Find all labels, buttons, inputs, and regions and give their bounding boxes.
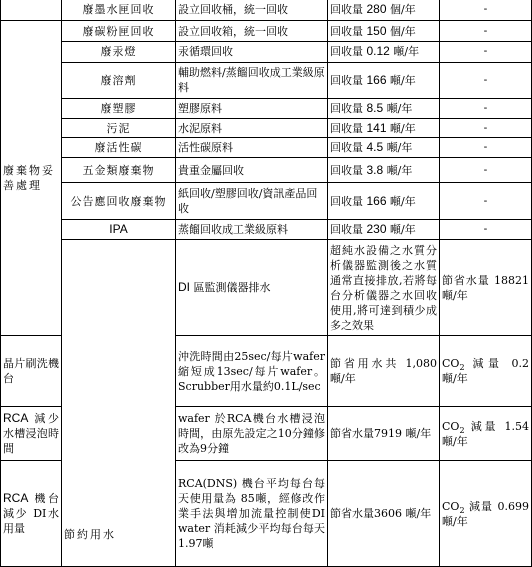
benefit-cell: - [440, 62, 532, 99]
item-cell: 廢溶劑 [62, 62, 176, 99]
item-cell [176, 240, 328, 336]
amount-number: 166 [366, 193, 387, 208]
table-row [1, 99, 532, 119]
co2-symbol: CO [442, 357, 460, 371]
co2-subscript: 2 [459, 425, 465, 435]
item-cell: 五金類廢棄物 [62, 158, 176, 183]
table-row [1, 20, 532, 41]
co2-subscript: 2 [459, 363, 465, 373]
benefit-cell: - [440, 0, 532, 20]
category-water: 節約用水 [62, 240, 176, 567]
amount-cell: 節省水量3606 噸/年 [328, 461, 440, 567]
amount-prefix: 回收量 [330, 24, 363, 38]
item-cell: 廢碳粉匣回收 [62, 20, 176, 41]
benefit-cell: - [440, 119, 532, 137]
method-cell: 設立回收箱，統一回收 [176, 20, 328, 41]
method-cell: 超純水設備之水質分析儀器監測後之水質通常直接排放,若將每台分析儀器之水回收使用,將可達到積少成多之效果 [328, 240, 440, 336]
benefit-cell: - [440, 137, 532, 157]
table-row [1, 158, 532, 183]
method-cell: 水泥原料 [176, 119, 328, 137]
amount-cell [328, 158, 440, 183]
amount-prefix: 回收量 [330, 223, 363, 237]
method-cell: wafer 於RCA機台水槽浸泡時間，由原先設定之10分鐘修改為9分鐘 [176, 407, 328, 461]
co2-value: 減量 0.699 噸/年 [442, 499, 529, 528]
amount-unit: 噸/年 [386, 140, 413, 154]
benefit-cell [440, 407, 532, 461]
amount-unit: 噸/年 [393, 45, 420, 59]
amount-number: 150 [366, 23, 387, 38]
benefit-cell: - [440, 158, 532, 183]
benefit-cell: - [440, 20, 532, 41]
item-prefix: DI [178, 280, 190, 295]
amount-prefix: 回收量 [330, 3, 363, 17]
table-row [1, 137, 532, 157]
amount-unit: 噸/年 [390, 121, 416, 135]
amount-prefix: 回收量 [330, 140, 363, 154]
amount-unit: 噸/年 [386, 163, 413, 177]
method-cell: 紙回收/塑膠回收/資訊產品回收 [176, 183, 328, 220]
item-cell [1, 407, 62, 461]
item-cell: 廢汞燈 [62, 42, 176, 62]
benefit-cell [440, 461, 532, 567]
benefit-cell: - [440, 183, 532, 220]
amount-number: 8.5 [366, 101, 384, 116]
item-prefix: RCA [3, 411, 29, 426]
amount-cell [328, 0, 440, 20]
amount-number: 3.8 [366, 162, 384, 177]
benefit-cell: - [440, 220, 532, 240]
category-cell [1, 0, 62, 20]
method-cell: 蒸餾回收成工業級原料 [176, 220, 328, 240]
method-cell: 塑膠原料 [176, 99, 328, 119]
method-cell: RCA(DNS) 機台平均每台每天使用量為 85噸，經修改作業手法與增加流量控制使DI water 消耗減少平均每台每天1.97噸 [176, 461, 328, 567]
item-text: 區監測儀器排水 [190, 281, 271, 295]
table-row [1, 220, 532, 240]
amount-unit: 噸/年 [390, 223, 416, 237]
table-row [1, 62, 532, 99]
method-cell: 設立回收桶，統一回收 [176, 0, 328, 20]
amount-unit: 個/年 [390, 3, 416, 17]
method-cell: 汞循環回收 [176, 42, 328, 62]
table-row [1, 42, 532, 62]
amount-unit: 噸/年 [390, 194, 416, 208]
amount-unit: 個/年 [390, 24, 416, 38]
amount-cell: 節省用水共 1,080 噸/年 [328, 336, 440, 407]
amount-cell [328, 183, 440, 220]
co2-value: 減量 1.54 噸/年 [442, 419, 529, 448]
table-row [1, 240, 532, 336]
benefit-cell [440, 336, 532, 407]
table-row [1, 183, 532, 220]
method-cell: 輔助燃料/蒸餾回收成工業級原料 [176, 62, 328, 99]
amount-cell: 節省水量7919 噸/年 [328, 407, 440, 461]
item-prefix: RCA [3, 491, 29, 506]
amount-prefix: 回收量 [330, 163, 363, 177]
amount-cell [328, 42, 440, 62]
item-text: 機台減少 DI水用量 [3, 492, 59, 536]
amount-number: 0.12 [366, 44, 390, 59]
amount-prefix: 回收量 [330, 45, 363, 59]
amount-prefix: 回收量 [330, 73, 363, 87]
item-text: 減少水槽浸泡時間 [3, 412, 59, 456]
amount-prefix: 回收量 [330, 194, 363, 208]
amount-cell [328, 220, 440, 240]
item-cell: 公告應回收廢棄物 [62, 183, 176, 220]
amount-unit: 噸/年 [386, 102, 413, 116]
amount-cell [328, 99, 440, 119]
amount-cell [328, 137, 440, 157]
item-cell: 廢活性碳 [62, 137, 176, 157]
method-cell: 貴重金屬回收 [176, 158, 328, 183]
amount-number: 280 [366, 2, 387, 17]
amount-number: 141 [366, 120, 387, 135]
item-cell [1, 461, 62, 567]
method-cell: 沖洗時間由25sec/每片wafer縮短成13sec/每片wafer。Scrubber用水量約0.1L/sec [176, 336, 328, 407]
amount-unit: 噸/年 [390, 73, 416, 87]
co2-subscript: 2 [459, 505, 465, 515]
benefit-cell: - [440, 42, 532, 62]
amount-cell [328, 119, 440, 137]
benefit-cell: - [440, 99, 532, 119]
item-cell: IPA [62, 220, 176, 240]
amount-cell: 節省水量 18821 噸/年 [440, 240, 532, 336]
amount-cell [328, 62, 440, 99]
item-cell: 廢塑膠 [62, 99, 176, 119]
table-row [1, 119, 532, 137]
table-row [1, 0, 532, 20]
amount-cell [328, 20, 440, 41]
co2-symbol: CO [442, 419, 460, 433]
amount-prefix: 回收量 [330, 121, 363, 135]
item-text: 晶片刷洗機台 [3, 357, 59, 386]
item-cell [1, 336, 62, 407]
amount-number: 230 [366, 222, 387, 237]
co2-symbol: CO [442, 499, 460, 513]
item-cell: 廢墨水匣回收 [62, 0, 176, 20]
amount-number: 166 [366, 72, 387, 87]
method-cell: 活性碳原料 [176, 137, 328, 157]
item-cell: 污泥 [62, 119, 176, 137]
amount-prefix: 回收量 [330, 102, 363, 116]
category-waste: 廢棄物妥善處理 [1, 20, 62, 335]
co2-value: 減量 0.2 噸/年 [442, 357, 529, 386]
amount-number: 4.5 [366, 139, 384, 154]
